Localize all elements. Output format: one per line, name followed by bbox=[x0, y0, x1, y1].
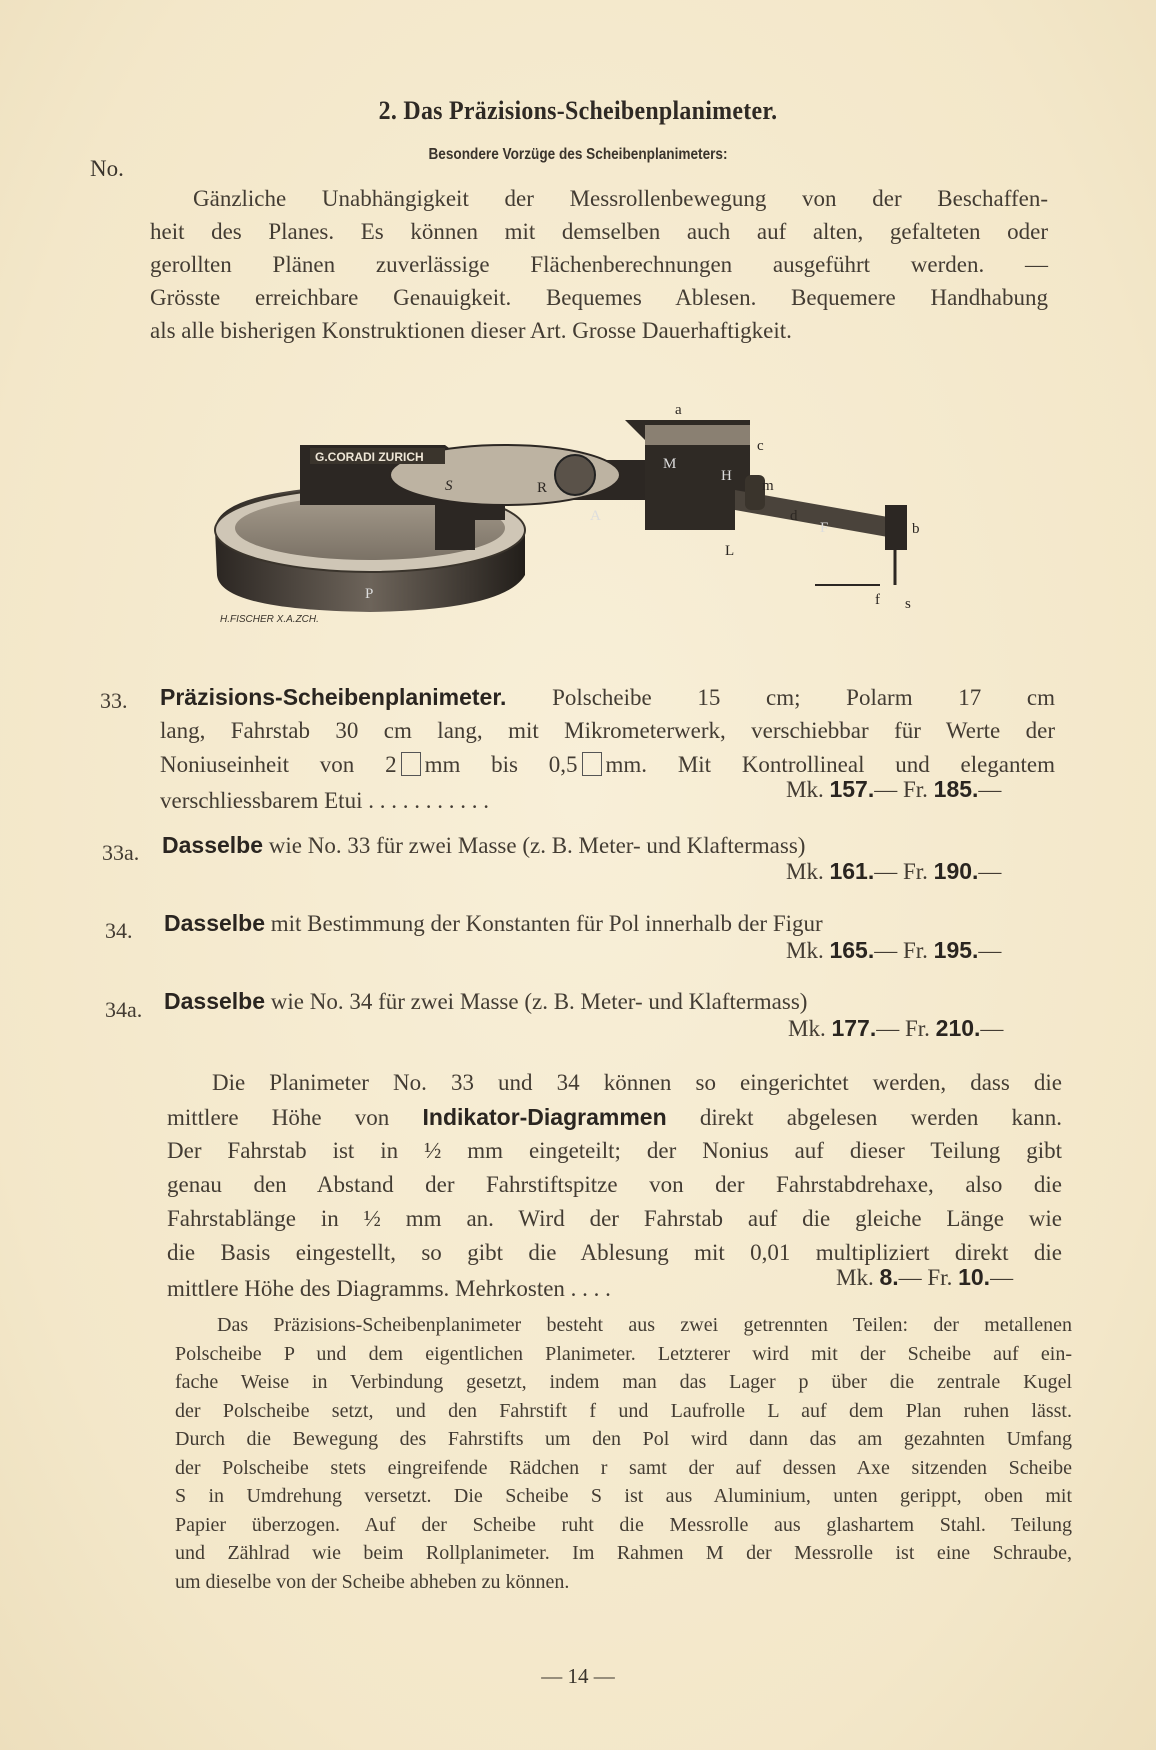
item-name: Präzisions-Scheibenplanimeter. bbox=[160, 684, 507, 710]
label-F: F bbox=[820, 520, 829, 536]
paragraph-line: Fahrstablänge in ½ mm an. Wird der Fahrstab auf die gleiche Länge wie bbox=[167, 1206, 1062, 1231]
label-a: a bbox=[675, 402, 682, 418]
paragraph-line: als alle bisherigen Konstruktionen dieser Art. Grosse Dauerhaftigkeit. bbox=[150, 318, 792, 343]
item-desc: lang, Fahrstab 30 cm lang, mit Mikrometerwerk, verschiebbar für Werte der bbox=[160, 718, 1055, 743]
paragraph-text: mittlere Höhe von bbox=[167, 1105, 390, 1130]
paragraph-line: Gänzliche Unabhängigkeit der Messrollenbewegung von der Beschaffen- bbox=[193, 186, 1048, 211]
surcharge-price: Mk. 8.— Fr. 10.— bbox=[836, 1264, 1014, 1290]
item-desc: verschliessbarem Etui . . . . . . . . . . . bbox=[160, 788, 489, 813]
label-c: c bbox=[757, 438, 764, 454]
item-price: Mk. 165.— Fr. 195.— bbox=[786, 937, 1002, 963]
label-P: P bbox=[365, 586, 374, 602]
paragraph-line: Grösste erreichbare Genauigkeit. Bequemes Ablesen. Bequemere Handhabung bbox=[150, 285, 1048, 310]
label-m: m bbox=[762, 478, 774, 494]
item-number: 33a. bbox=[102, 840, 140, 865]
label-A: A bbox=[590, 508, 601, 524]
label-s: s bbox=[905, 596, 911, 612]
page-number: — 14 — bbox=[541, 1664, 615, 1688]
paragraph-line: S in Umdrehung versetzt. Die Scheibe S ist aus Aluminium, unten gerippt, oben mit bbox=[175, 1485, 1072, 1507]
item-desc: mit Bestimmung der Konstanten für Pol innerhalb der Figur bbox=[270, 911, 823, 936]
item-number: 34. bbox=[105, 918, 133, 943]
paragraph-line: Der Fahrstab ist in ½ mm eingeteilt; der Nonius auf dieser Teilung gibt bbox=[167, 1138, 1062, 1163]
item-desc: mm. Mit Kontrollineal und elegantem bbox=[605, 752, 1056, 777]
paragraph-line: der Polscheibe setzt, und den Fahrstift f und Laufrolle L auf dem Plan ruhen lässt. bbox=[175, 1399, 1072, 1422]
label-R: R bbox=[537, 480, 548, 496]
item-desc: wie No. 34 für zwei Masse (z. B. Meter- und Klaftermass) bbox=[270, 989, 808, 1014]
engraver-credit: H.FISCHER X.A.ZCH. bbox=[220, 614, 319, 625]
item-name: Dasselbe bbox=[164, 910, 266, 936]
paragraph-line: Durch die Bewegung des Fahrstifts um den Pol wird dann das am gezahnten Umfang bbox=[175, 1428, 1072, 1450]
label-b: b bbox=[912, 521, 920, 537]
item-number: 33. bbox=[100, 688, 128, 713]
label-L: L bbox=[725, 543, 735, 559]
paragraph-line: mittlere Höhe des Diagramms. Mehrkosten . . . . bbox=[167, 1276, 611, 1301]
paragraph-line: und Zählrad wie beim Rollplanimeter. Im Rahmen M der Messrolle ist eine Schraube, bbox=[175, 1542, 1072, 1564]
paragraph-line: Die Planimeter No. 33 und 34 können so eingerichtet werden, dass die bbox=[212, 1070, 1062, 1095]
maker-plate: G.CORADI ZURICH bbox=[315, 450, 424, 464]
label-d: d bbox=[790, 508, 798, 524]
item-price: Mk. 161.— Fr. 190.— bbox=[786, 858, 1002, 884]
paragraph-line: die Basis eingestellt, so gibt die Ablesung mit 0,01 multipliziert direkt die bbox=[167, 1240, 1062, 1265]
column-label-no: No. bbox=[90, 156, 124, 181]
item-name: Dasselbe bbox=[164, 988, 266, 1014]
square-symbol bbox=[401, 752, 421, 776]
paragraph-line: gerollten Plänen zuverlässige Flächenberechnungen ausgeführt werden. — bbox=[150, 252, 1048, 277]
item-price: Mk. 177.— Fr. 210.— bbox=[788, 1015, 1004, 1041]
paragraph-line: Polscheibe P und dem eigentlichen Planimeter. Letzterer wird mit der Scheibe auf ein- bbox=[175, 1342, 1072, 1365]
label-H: H bbox=[721, 468, 732, 484]
item-desc: Noniuseinheit von 2 bbox=[160, 752, 397, 777]
square-symbol bbox=[582, 752, 602, 776]
section-subtitle: Besondere Vorzüge des Scheibenplanimeters: bbox=[428, 146, 728, 163]
item-desc: wie No. 33 für zwei Masse (z. B. Meter- und Klaftermass) bbox=[268, 833, 806, 858]
bold-term: Indikator-Diagrammen bbox=[422, 1104, 667, 1130]
item-name: Dasselbe bbox=[162, 832, 264, 858]
paragraph-line: Papier überzogen. Auf der Scheibe ruht die Messrolle aus glashartem Stahl. Teilung bbox=[175, 1513, 1072, 1536]
paragraph-line: Das Präzisions-Scheibenplanimeter besteht aus zwei getrennten Teilen: der metallenen bbox=[217, 1314, 1072, 1336]
planimeter-illustration bbox=[205, 400, 1025, 630]
label-f: f bbox=[875, 592, 880, 608]
paragraph-line: der Polscheibe stets eingreifende Rädchen r samt der auf dessen Axe sitzenden Scheibe bbox=[175, 1456, 1072, 1479]
paragraph-line: genau den Abstand der Fahrstiftspitze von der Fahrstabdrehaxe, also die bbox=[167, 1172, 1062, 1197]
page-title: 2. Das Präzisions-Scheibenplanimeter. bbox=[378, 96, 778, 125]
paragraph-line: heit des Planes. Es können mit demselben auch auf alten, gefalteten oder bbox=[150, 219, 1048, 244]
paragraph-line: fache Weise in Verbindung gesetzt, indem man das Lager p über die zentrale Kugel bbox=[175, 1371, 1072, 1393]
paragraph-text: direkt abgelesen werden kann. bbox=[699, 1105, 1063, 1130]
item-desc: Polscheibe 15 cm; Polarm 17 cm bbox=[552, 685, 1055, 710]
paragraph-line: um dieselbe von der Scheibe abheben zu können. bbox=[175, 1570, 570, 1593]
item-desc: mm bis 0,5 bbox=[424, 752, 578, 777]
label-S: S bbox=[445, 478, 453, 494]
item-number: 34a. bbox=[105, 997, 143, 1022]
item-price: Mk. 157.— Fr. 185.— bbox=[786, 776, 1002, 802]
label-M: M bbox=[663, 456, 677, 472]
